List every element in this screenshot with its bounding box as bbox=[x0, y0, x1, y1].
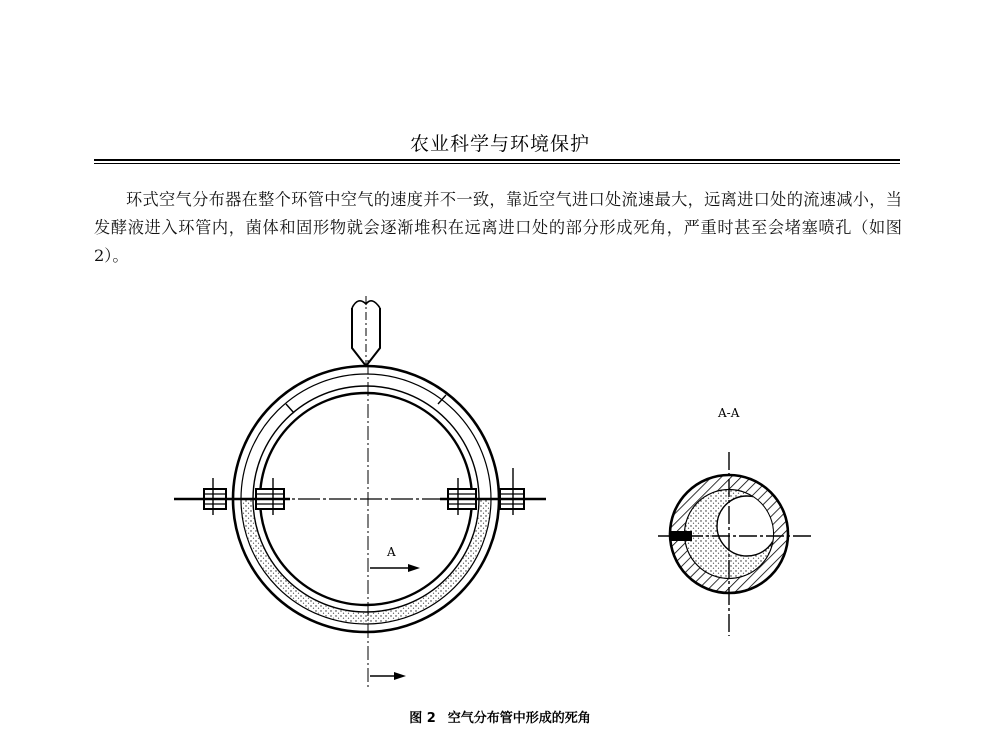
section-view-a-a bbox=[658, 406, 812, 636]
svg-text:A-A: A-A bbox=[718, 406, 740, 420]
air-inlet-pipe bbox=[352, 296, 380, 366]
page-header-title: 农业科学与环境保护 bbox=[409, 133, 590, 155]
section-arrow-a bbox=[370, 545, 420, 572]
figure-caption bbox=[0, 707, 1000, 726]
right-support-clamp bbox=[440, 468, 546, 515]
body-paragraph: 环式空气分布器在整个环管中空气的速度并不一致，靠近空气进口处流速最大，远离进口处的流速减小，当发酵液进入环管内，菌体和固形物就会逐渐堆积在远离进口处的部分形成死角，严重时甚至会堵塞喷孔（如图 2）。 bbox=[94, 190, 902, 265]
caption-number: 图 2 bbox=[409, 711, 436, 726]
caption-text: 空气分布管中形成的死角 bbox=[447, 711, 591, 726]
ring-distributor bbox=[174, 296, 546, 690]
section-arrow-lower bbox=[370, 672, 406, 680]
svg-text:A: A bbox=[387, 545, 396, 559]
